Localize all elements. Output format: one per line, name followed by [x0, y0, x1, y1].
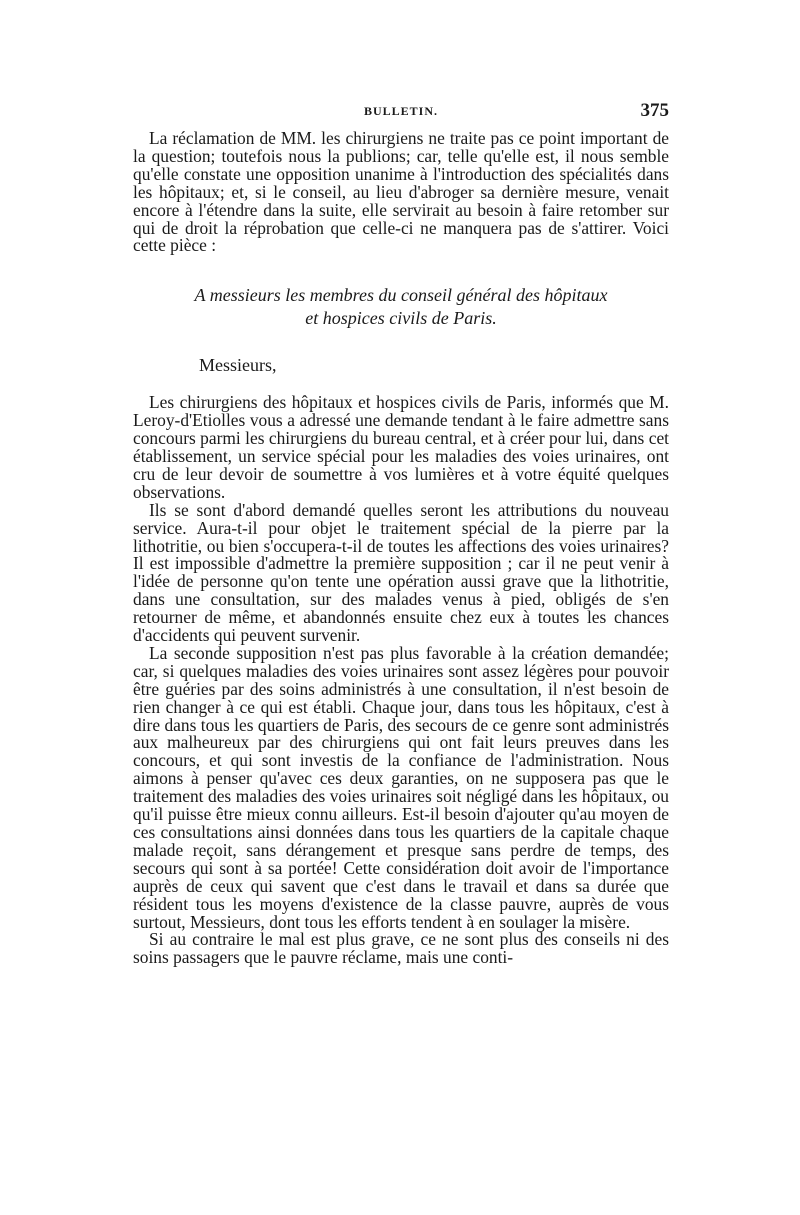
running-head: [133, 100, 669, 124]
address-line-2: et hospices civils de Paris.: [305, 308, 497, 329]
page-number: 375: [640, 100, 669, 121]
letter-paragraph-2: Ils se sont d'abord demandé quelles seront les attributions du nouveau service. Aura-t-il pour objet le traitement spécial de la pierre par la lithotritie, ou bien s'occupera-t-il de toutes les affections des voies urinaires? Il est impossible d'admettre la première supposition ; car il ne peut venir à l'idée de personne qu'on tente une opération aussi grave que la lithotritie, dans une consultation, sur des malades venus à pied, obligés de s'en retourner de même, et abandonnés ensuite chez eux à toutes les chances d'accidents qui peuvent survenir.: [133, 499, 669, 646]
intro-paragraph: La réclamation de MM. les chirurgiens ne traite pas ce point important de la question; toutefois nous la publions; car, telle qu'elle est, il nous semble qu'elle constate une opposition unanime à l'introduction des spécialités dans les hôpitaux; et, si le conseil, au lieu d'abroger sa dernière mesure, venait encore à l'étendre dans la suite, elle servirait au besoin à faire retomber sur qui de droit la réprobation que celle-ci ne manquera pas de s'attirer. Voici cette pièce :: [133, 128, 669, 256]
letter-paragraph-1: Les chirurgiens des hôpitaux et hospices civils de Paris, informés que M. Leroy-d'Etiolles vous a adressé une demande tendant à le faire admettre sans concours parmi les chirurgiens du bureau central, et à créer pour lui, dans cet établissement, un service spécial pour les maladies des voies urinaires, ont cru de leur devoir de soumettre à vos lumières et à votre équité quelques observations.: [133, 392, 669, 502]
letter-paragraph-3: La seconde supposition n'est pas plus favorable à la création demandée; car, si quelques maladies des voies urinaires sont assez légères pour pouvoir être guéries par des soins administrés à une consultation, il n'est besoin de rien changer à ce qui est établi. Chaque jour, dans tous les hôpitaux, c'est à dire dans tous les quartiers de Paris, des secours de ce genre sont administrés aux malheureux par des chirurgiens qui ont fait leurs preuves dans les concours, et qui sont investis de la confiance de l'administration. Nous aimons à penser qu'avec ces deux garanties, on ne supposera pas que le traitement des maladies des voies urinaires soit négligé dans les hôpitaux, ou qu'il puisse être mieux connu ailleurs. Est-il besoin d'ajouter qu'au moyen de ces consultations ainsi données dans tous les quartiers de la capitale chaque malade reçoit, sans dérangement et presque sans perdre de temps, des secours qui sont à sa portée! Cette considération doit avoir de l'importance auprès de ceux qui savent que c'est dans le travail et dans sa durée que résident tous les moyens d'existence de la classe pauvre, auprès de vous surtout, Messieurs, dont tous les efforts tendent à en soulager la misère.: [133, 642, 669, 932]
letter-salutation: Messieurs,: [199, 355, 277, 376]
address-line-1: A messieurs les membres du conseil général des hôpitaux: [194, 285, 608, 306]
page-body: [133, 130, 669, 967]
running-title: BULLETIN.: [363, 104, 439, 118]
letter-address: [133, 284, 669, 330]
letter-paragraph-4: Si au contraire le mal est plus grave, ce ne sont plus des conseils ni des soins passagers que le pauvre réclame, mais une conti-: [133, 929, 669, 968]
